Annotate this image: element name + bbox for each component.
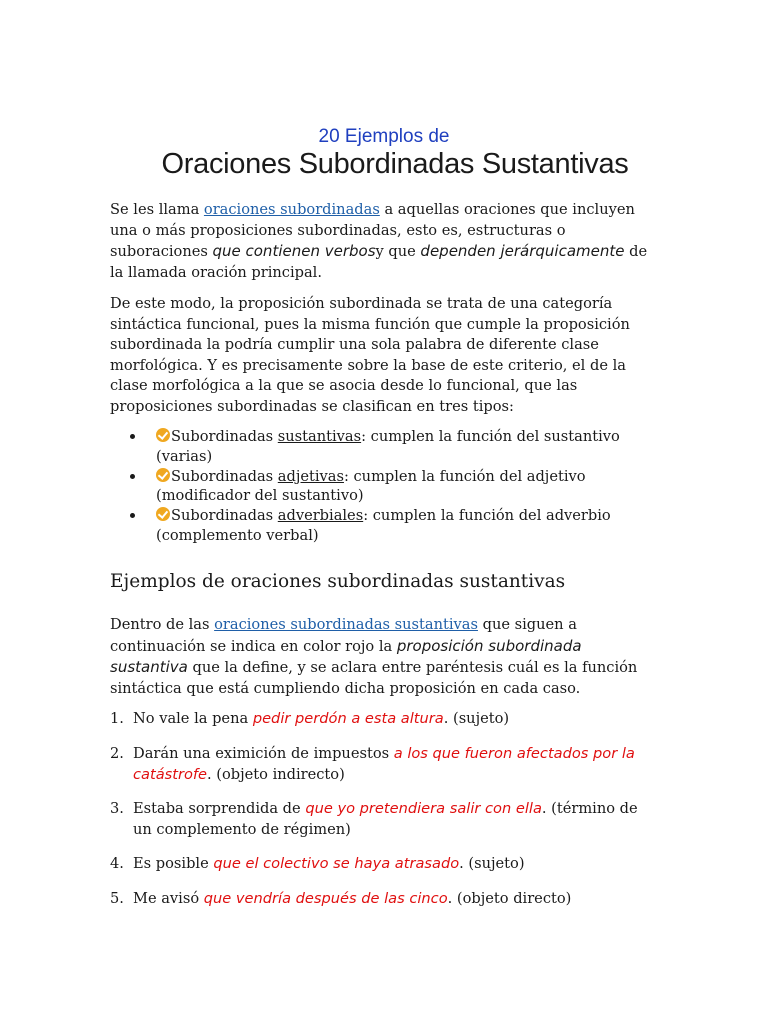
list-item <box>110 709 655 730</box>
section-text: que la define, y se aclara entre paréntesis cuál es la función sintáctica que está cumpliendo dicha proposición en cada caso. <box>110 659 638 697</box>
item-text: . (término de un complemento de régimen) <box>133 800 638 838</box>
item-text: : cumplen la función del sustantivo (varias) <box>156 428 620 465</box>
item-red-clause: que el colectivo se haya atrasado <box>213 855 460 872</box>
bullet-dot <box>130 434 135 439</box>
document-title: Oraciones Subordinadas Sustantivas <box>161 148 629 180</box>
item-underlined: adverbiales <box>277 507 364 524</box>
link-oraciones-subordinadas-sustantivas[interactable]: oraciones subordinadas sustantivas <box>214 616 478 633</box>
bullet-dot <box>130 474 135 479</box>
document-subtitle: 20 Ejemplos de <box>318 126 450 147</box>
check-circle-icon <box>156 428 170 442</box>
item-text: Subordinadas <box>171 507 278 524</box>
section-text: que siguen a continuación se indica en color rojo la <box>110 616 577 655</box>
item-text: Es posible <box>133 855 214 872</box>
bullet-dot <box>130 513 135 518</box>
item-number: 1. <box>110 710 124 727</box>
item-text: Subordinadas <box>171 428 278 445</box>
item-red-clause: que vendría después de las cinco <box>203 890 448 907</box>
types-list <box>110 427 655 546</box>
item-text: Subordinadas <box>171 467 278 485</box>
list-item <box>110 427 655 466</box>
item-text: . (objeto indirecto) <box>207 765 345 783</box>
item-underlined: sustantivas <box>277 428 362 445</box>
item-number: 3. <box>110 800 124 817</box>
item-text: . (sujeto) <box>443 710 510 727</box>
list-item <box>110 467 655 506</box>
intro-paragraph <box>110 200 655 283</box>
intro-text: a aquellas oraciones que incluyen una o más proposiciones subordinadas, esto es, estructuras o suboraciones <box>110 201 635 260</box>
list-item <box>110 799 655 840</box>
item-underlined: adjetivas <box>277 467 344 485</box>
item-text: Darán una eximición de impuestos <box>133 745 394 762</box>
link-oraciones-subordinadas[interactable]: oraciones subordinadas <box>203 201 380 218</box>
examples-list-4 <box>110 854 655 875</box>
check-circle-icon <box>156 507 170 521</box>
intro-text: de la llamada oración principal. <box>110 243 648 281</box>
item-text: Me avisó <box>133 890 204 907</box>
list-item <box>110 854 655 875</box>
section-heading: Ejemplos de oraciones subordinadas sustantivas <box>110 571 566 592</box>
examples-list-5 <box>110 889 655 910</box>
intro-text: y que <box>375 243 421 260</box>
list-item <box>110 744 655 785</box>
list-item <box>110 889 655 910</box>
item-red-clause: a los que fueron afectados por la catástrofe <box>133 745 635 783</box>
intro-text: Se les llama <box>110 201 204 218</box>
item-number: 5. <box>110 890 124 907</box>
intro-italic: dependen jerárquicamente <box>420 242 625 260</box>
item-text: Estaba sorprendida de <box>133 800 306 817</box>
intro-italic: que contienen verbos <box>212 242 376 260</box>
examples-list-1 <box>110 709 655 730</box>
examples-list-2 <box>110 744 655 785</box>
item-red-clause: pedir perdón a esta altura <box>252 710 444 727</box>
item-text: : cumplen la función del adverbio (complemento verbal) <box>156 507 611 544</box>
section-italic: proposición subordinada sustantiva <box>110 636 582 676</box>
check-circle-icon <box>156 468 170 482</box>
item-text: : cumplen la función del adjetivo (modificador del sustantivo) <box>156 467 586 504</box>
item-text: No vale la pena <box>133 710 253 727</box>
classification-paragraph: De este modo, la proposición subordinada se trata de una categoría sintáctica funcional, pues la misma función que cumple la proposición subordinada la podría cumplir una sola palabra de diferente clase morfológica. Y es precisamente sobre la base de este criterio, el de la clase morfológica a la que se asocia desde lo funcional, que las proposiciones subordinadas se clasifican en tres tipos: <box>110 295 630 415</box>
section-paragraph <box>110 615 655 699</box>
item-number: 2. <box>110 745 124 762</box>
item-number: 4. <box>110 855 124 872</box>
section-text: Dentro de las <box>110 616 215 633</box>
item-text: . (sujeto) <box>459 855 525 872</box>
item-text: . (objeto directo) <box>447 890 572 907</box>
item-red-clause: que yo pretendiera salir con ella <box>305 800 542 817</box>
examples-list-3 <box>110 799 655 840</box>
list-item <box>110 506 655 545</box>
